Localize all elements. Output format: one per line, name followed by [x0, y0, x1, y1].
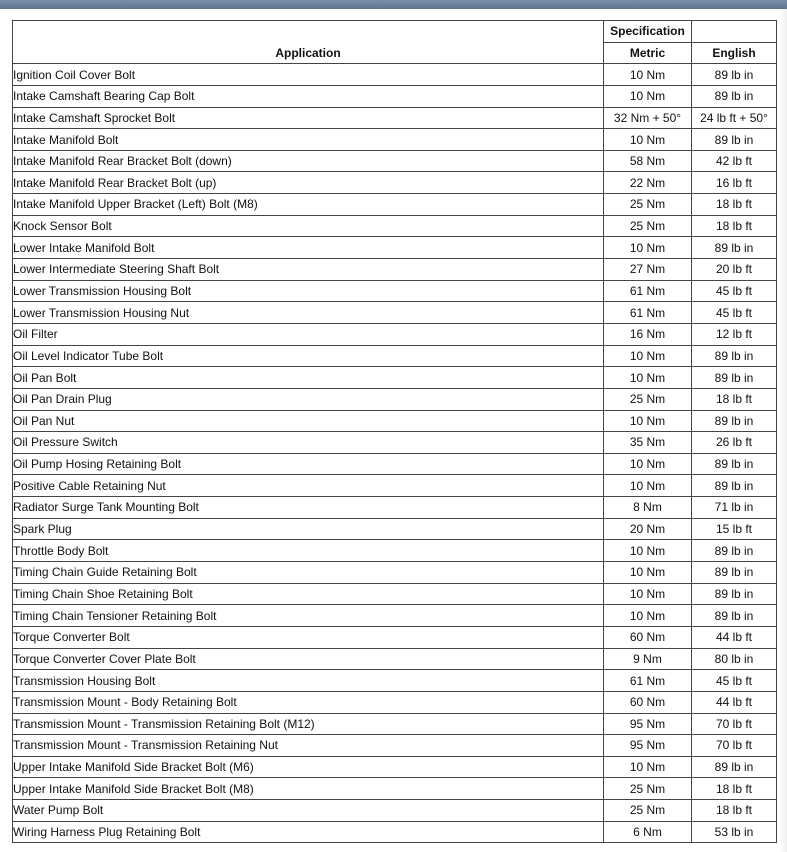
english-cell: 89 lb in [692, 345, 777, 367]
application-cell: Oil Pump Hosing Retaining Bolt [13, 453, 604, 475]
application-cell: Timing Chain Tensioner Retaining Bolt [13, 605, 604, 627]
english-cell: 71 lb in [692, 497, 777, 519]
application-cell: Intake Manifold Bolt [13, 129, 604, 151]
metric-cell: 8 Nm [604, 497, 692, 519]
table-row [13, 583, 777, 605]
metric-cell: 10 Nm [604, 367, 692, 389]
table-row [13, 453, 777, 475]
metric-cell: 10 Nm [604, 345, 692, 367]
table-row [13, 194, 777, 216]
english-cell: 12 lb ft [692, 323, 777, 345]
metric-cell: 61 Nm [604, 302, 692, 324]
table-row [13, 302, 777, 324]
application-cell: Radiator Surge Tank Mounting Bolt [13, 497, 604, 519]
application-cell: Torque Converter Bolt [13, 626, 604, 648]
header-row-top [13, 21, 777, 43]
application-cell: Spark Plug [13, 518, 604, 540]
application-cell: Intake Manifold Rear Bracket Bolt (up) [13, 172, 604, 194]
table-row [13, 540, 777, 562]
metric-cell: 25 Nm [604, 778, 692, 800]
metric-cell: 60 Nm [604, 691, 692, 713]
metric-cell: 58 Nm [604, 150, 692, 172]
column-header-english: English [692, 42, 777, 64]
english-cell: 44 lb ft [692, 626, 777, 648]
application-cell: Transmission Mount - Transmission Retaining Nut [13, 735, 604, 757]
application-cell: Upper Intake Manifold Side Bracket Bolt (M8) [13, 778, 604, 800]
table-row [13, 756, 777, 778]
metric-cell: 10 Nm [604, 756, 692, 778]
table-row [13, 518, 777, 540]
metric-cell: 22 Nm [604, 172, 692, 194]
window-top-bar [0, 0, 787, 9]
application-cell: Upper Intake Manifold Side Bracket Bolt (M6) [13, 756, 604, 778]
english-cell: 89 lb in [692, 64, 777, 86]
application-cell: Knock Sensor Bolt [13, 215, 604, 237]
column-header-metric: Metric [604, 42, 692, 64]
table-row [13, 432, 777, 454]
metric-cell: 10 Nm [604, 605, 692, 627]
table-row [13, 410, 777, 432]
application-cell: Intake Camshaft Bearing Cap Bolt [13, 85, 604, 107]
english-cell: 89 lb in [692, 756, 777, 778]
english-cell: 18 lb ft [692, 388, 777, 410]
application-cell: Timing Chain Guide Retaining Bolt [13, 562, 604, 584]
metric-cell: 16 Nm [604, 323, 692, 345]
english-cell: 45 lb ft [692, 302, 777, 324]
english-cell: 89 lb in [692, 605, 777, 627]
application-cell: Oil Filter [13, 323, 604, 345]
metric-cell: 25 Nm [604, 800, 692, 822]
application-cell: Oil Pressure Switch [13, 432, 604, 454]
table-row [13, 85, 777, 107]
application-cell: Lower Transmission Housing Bolt [13, 280, 604, 302]
application-cell: Oil Pan Bolt [13, 367, 604, 389]
metric-cell: 9 Nm [604, 648, 692, 670]
table-row [13, 388, 777, 410]
metric-cell: 32 Nm + 50° [604, 107, 692, 129]
metric-cell: 10 Nm [604, 410, 692, 432]
application-cell: Lower Intermediate Steering Shaft Bolt [13, 259, 604, 281]
english-cell: 15 lb ft [692, 518, 777, 540]
english-cell: 89 lb in [692, 410, 777, 432]
english-cell: 89 lb in [692, 129, 777, 151]
application-cell: Lower Intake Manifold Bolt [13, 237, 604, 259]
english-cell: 20 lb ft [692, 259, 777, 281]
metric-cell: 10 Nm [604, 237, 692, 259]
table-row [13, 497, 777, 519]
metric-cell: 27 Nm [604, 259, 692, 281]
metric-cell: 6 Nm [604, 821, 692, 843]
table-row [13, 648, 777, 670]
table-row [13, 280, 777, 302]
table-row [13, 129, 777, 151]
english-cell: 45 lb ft [692, 280, 777, 302]
metric-cell: 60 Nm [604, 626, 692, 648]
metric-cell: 25 Nm [604, 215, 692, 237]
english-cell: 44 lb ft [692, 691, 777, 713]
application-cell: Ignition Coil Cover Bolt [13, 64, 604, 86]
english-cell: 89 lb in [692, 562, 777, 584]
table-row [13, 605, 777, 627]
application-cell: Wiring Harness Plug Retaining Bolt [13, 821, 604, 843]
metric-cell: 10 Nm [604, 453, 692, 475]
table-row [13, 237, 777, 259]
application-cell: Transmission Mount - Transmission Retaining Bolt (M12) [13, 713, 604, 735]
application-cell: Water Pump Bolt [13, 800, 604, 822]
table-row [13, 778, 777, 800]
metric-cell: 61 Nm [604, 670, 692, 692]
english-cell: 53 lb in [692, 821, 777, 843]
metric-cell: 10 Nm [604, 64, 692, 86]
application-cell: Oil Pan Nut [13, 410, 604, 432]
page-edge-shadow [779, 9, 787, 852]
english-cell: 42 lb ft [692, 150, 777, 172]
table-row [13, 345, 777, 367]
english-cell: 89 lb in [692, 583, 777, 605]
metric-cell: 35 Nm [604, 432, 692, 454]
table-row [13, 215, 777, 237]
english-cell: 89 lb in [692, 540, 777, 562]
application-cell: Throttle Body Bolt [13, 540, 604, 562]
english-cell: 89 lb in [692, 85, 777, 107]
application-cell: Lower Transmission Housing Nut [13, 302, 604, 324]
table-row [13, 562, 777, 584]
table-row [13, 670, 777, 692]
english-cell: 89 lb in [692, 367, 777, 389]
english-cell: 26 lb ft [692, 432, 777, 454]
english-cell: 89 lb in [692, 237, 777, 259]
application-cell: Torque Converter Cover Plate Bolt [13, 648, 604, 670]
metric-cell: 61 Nm [604, 280, 692, 302]
table-row [13, 172, 777, 194]
english-cell: 18 lb ft [692, 194, 777, 216]
table-row [13, 323, 777, 345]
metric-cell: 10 Nm [604, 583, 692, 605]
column-header-application: Application [13, 21, 604, 64]
metric-cell: 10 Nm [604, 562, 692, 584]
english-cell: 18 lb ft [692, 778, 777, 800]
english-cell: 45 lb ft [692, 670, 777, 692]
english-cell: 16 lb ft [692, 172, 777, 194]
table-body [13, 64, 777, 843]
application-cell: Intake Manifold Upper Bracket (Left) Bolt (M8) [13, 194, 604, 216]
metric-cell: 25 Nm [604, 388, 692, 410]
english-cell: 18 lb ft [692, 800, 777, 822]
metric-cell: 95 Nm [604, 735, 692, 757]
metric-cell: 10 Nm [604, 85, 692, 107]
application-cell: Timing Chain Shoe Retaining Bolt [13, 583, 604, 605]
english-cell: 89 lb in [692, 475, 777, 497]
metric-cell: 10 Nm [604, 129, 692, 151]
metric-cell: 95 Nm [604, 713, 692, 735]
table-row [13, 475, 777, 497]
table-row [13, 150, 777, 172]
english-cell: 24 lb ft + 50° [692, 107, 777, 129]
application-cell: Oil Pan Drain Plug [13, 388, 604, 410]
table-row [13, 821, 777, 843]
table-row [13, 259, 777, 281]
metric-cell: 10 Nm [604, 540, 692, 562]
english-cell: 70 lb ft [692, 713, 777, 735]
application-cell: Intake Camshaft Sprocket Bolt [13, 107, 604, 129]
table-row [13, 800, 777, 822]
torque-spec-table [12, 20, 777, 843]
table-row [13, 107, 777, 129]
table-row [13, 691, 777, 713]
table-row [13, 735, 777, 757]
application-cell: Oil Level Indicator Tube Bolt [13, 345, 604, 367]
english-cell: 89 lb in [692, 453, 777, 475]
header-blank-cell [692, 21, 777, 43]
application-cell: Transmission Mount - Body Retaining Bolt [13, 691, 604, 713]
table-row [13, 713, 777, 735]
table-row [13, 626, 777, 648]
english-cell: 18 lb ft [692, 215, 777, 237]
metric-cell: 10 Nm [604, 475, 692, 497]
application-cell: Intake Manifold Rear Bracket Bolt (down) [13, 150, 604, 172]
table-row [13, 64, 777, 86]
metric-cell: 20 Nm [604, 518, 692, 540]
english-cell: 80 lb in [692, 648, 777, 670]
english-cell: 70 lb ft [692, 735, 777, 757]
table-row [13, 367, 777, 389]
application-cell: Positive Cable Retaining Nut [13, 475, 604, 497]
column-header-specification: Specification [604, 21, 692, 43]
metric-cell: 25 Nm [604, 194, 692, 216]
application-cell: Transmission Housing Bolt [13, 670, 604, 692]
